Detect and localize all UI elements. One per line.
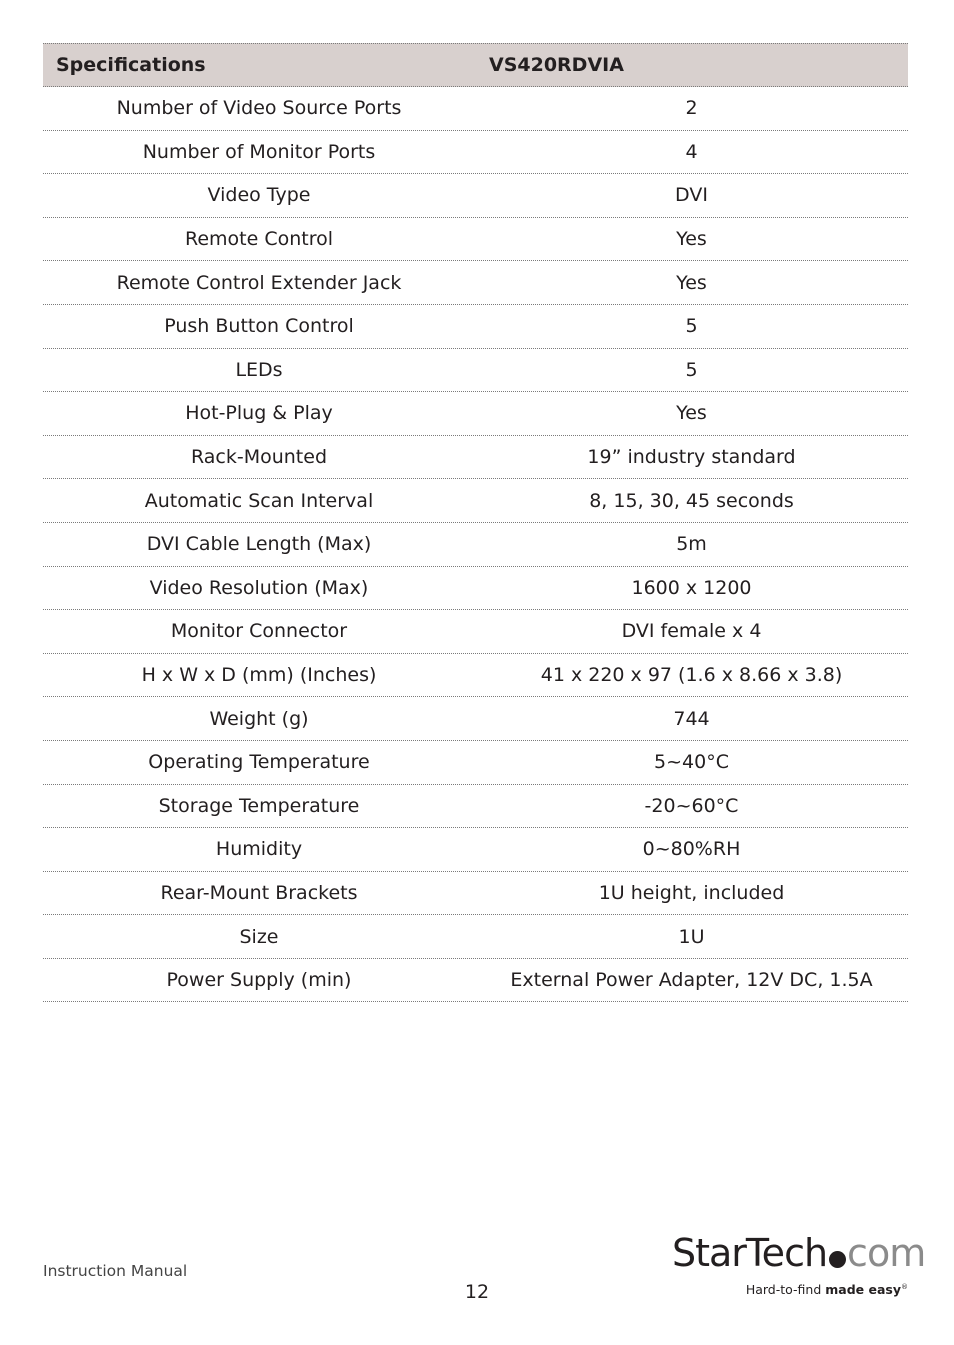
spec-label: Number of Video Source Ports [116, 97, 402, 120]
table-row [43, 392, 908, 436]
spec-value: 5 [685, 315, 698, 338]
table-row [43, 305, 908, 349]
spec-label: Operating Temperature [148, 751, 370, 774]
logo-wordmark [672, 1232, 925, 1274]
spec-label: Video Type [207, 184, 311, 207]
spec-value: 8, 15, 30, 45 seconds [589, 489, 794, 512]
logo-dot-icon [829, 1251, 846, 1268]
logo-tagline [746, 1282, 908, 1297]
spec-value: 1U height, included [598, 881, 785, 904]
spec-value: DVI [675, 184, 708, 207]
spec-value: 1600 x 1200 [631, 576, 752, 599]
table-row [43, 959, 908, 1003]
spec-value: Yes [676, 402, 707, 425]
table-row [43, 261, 908, 305]
spec-value: 744 [673, 707, 710, 730]
spec-value: Yes [676, 228, 707, 251]
spec-value: 1U [678, 925, 705, 948]
spec-value: 4 [685, 140, 698, 163]
spec-value: 5~40°C [654, 751, 729, 774]
table-row [43, 741, 908, 785]
spec-value: 5 [685, 358, 698, 381]
spec-label: Hot-Plug & Play [185, 402, 333, 425]
spec-label: LEDs [235, 358, 283, 381]
spec-label: Rear-Mount Brackets [160, 881, 358, 904]
table-row [43, 174, 908, 218]
table-row [43, 828, 908, 872]
spec-label: DVI Cable Length (Max) [146, 533, 372, 556]
header-specifications: Specifications [56, 54, 206, 76]
spec-label: H x W x D (mm) (Inches) [141, 664, 377, 687]
spec-label: Storage Temperature [158, 794, 360, 817]
table-row [43, 654, 908, 698]
table-row [43, 523, 908, 567]
logo-brand-dark: StarTech [672, 1231, 828, 1275]
table-row [43, 915, 908, 959]
table-row [43, 87, 908, 131]
spec-value: 19” industry standard [587, 446, 796, 469]
header-model: VS420RDVIA [489, 54, 624, 76]
spec-value: -20~60°C [644, 794, 739, 817]
spec-label: Push Button Control [164, 315, 354, 338]
table-row [43, 436, 908, 480]
spec-label: Remote Control Extender Jack [116, 271, 402, 294]
table-row [43, 218, 908, 262]
spec-label: Automatic Scan Interval [144, 489, 374, 512]
spec-label: Power Supply (min) [166, 969, 352, 992]
table-row [43, 785, 908, 829]
spec-table-header [43, 43, 908, 87]
logo-brand-light: com [847, 1231, 926, 1275]
spec-value: External Power Adapter, 12V DC, 1.5A [510, 969, 873, 992]
table-row [43, 349, 908, 393]
spec-label: Size [239, 925, 279, 948]
spec-value: DVI female x 4 [621, 620, 762, 643]
spec-value: 5m [676, 533, 707, 556]
spec-label: Rack-Mounted [190, 446, 328, 469]
page-number: 12 [464, 1281, 490, 1303]
spec-label: Number of Monitor Ports [142, 140, 376, 163]
spec-label: Weight (g) [209, 707, 309, 730]
spec-value: Yes [676, 271, 707, 294]
table-row [43, 131, 908, 175]
spec-label: Remote Control [184, 228, 334, 251]
logo-registered-mark: ® [901, 1282, 908, 1291]
spec-value: 41 x 220 x 97 (1.6 x 8.66 x 3.8) [540, 664, 843, 687]
table-row [43, 872, 908, 916]
table-row [43, 479, 908, 523]
startech-logo [672, 1231, 926, 1304]
logo-tagline-bold: made easy [825, 1282, 901, 1297]
spec-table [43, 43, 908, 1002]
footer-document-label: Instruction Manual [43, 1262, 188, 1280]
table-row [43, 697, 908, 741]
logo-tagline-regular: Hard-to-find [745, 1282, 826, 1297]
table-row [43, 567, 908, 611]
spec-label: Humidity [215, 838, 303, 861]
spec-value: 0~80%RH [642, 838, 741, 861]
spec-label: Video Resolution (Max) [149, 576, 369, 599]
spec-value: 2 [685, 97, 698, 120]
spec-table-body [43, 87, 908, 1002]
table-row [43, 610, 908, 654]
spec-label: Monitor Connector [170, 620, 348, 643]
